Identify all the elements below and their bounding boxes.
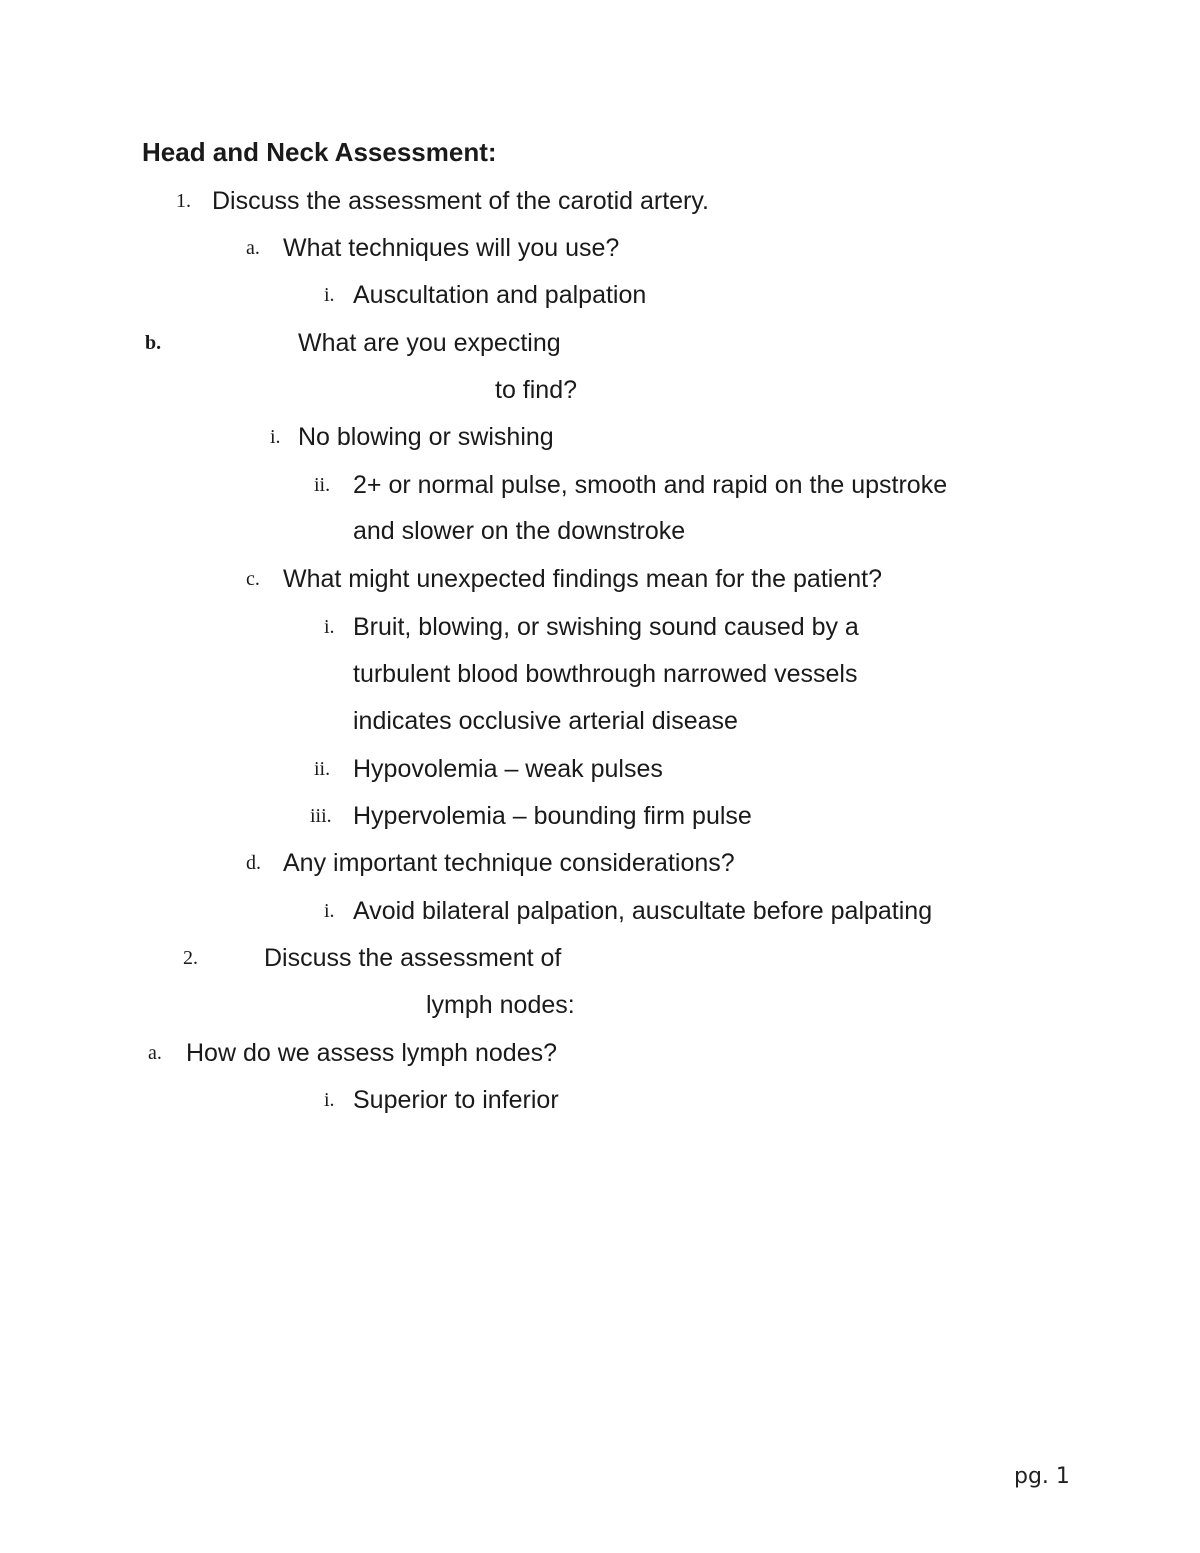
list-marker: iii. [310, 805, 332, 827]
list-item-text-continuation: turbulent blood bowthrough narrowed vessels [353, 660, 858, 688]
list-marker: d. [246, 852, 261, 874]
list-item-text: Avoid bilateral palpation, auscultate before palpating [353, 897, 933, 925]
list-item-text: Bruit, blowing, or swishing sound caused by a [353, 613, 859, 641]
list-marker: i. [324, 616, 335, 638]
list-item-text-continuation: lymph nodes: [426, 991, 575, 1019]
list-item-text: Auscultation and palpation [353, 281, 647, 309]
list-marker: i. [324, 1089, 335, 1111]
list-marker: a. [246, 237, 260, 259]
list-item-text: Any important technique considerations? [283, 849, 735, 877]
list-item-text: 2+ or normal pulse, smooth and rapid on the upstroke [353, 471, 948, 499]
list-item-text: Discuss the assessment of the carotid artery. [212, 187, 709, 215]
list-marker: c. [246, 568, 260, 590]
list-item-text: How do we assess lymph nodes? [186, 1039, 558, 1067]
list-item-text: No blowing or swishing [298, 423, 554, 451]
list-marker: 2. [183, 947, 198, 969]
document-title: Head and Neck Assessment: [142, 137, 497, 167]
list-marker: ii. [314, 474, 331, 496]
list-item-text-continuation: and slower on the downstroke [353, 517, 686, 545]
list-item-text: Hypovolemia – weak pulses [353, 755, 663, 783]
page-number: pg. 1 [1014, 1464, 1070, 1489]
list-item-text-continuation: indicates occlusive arterial disease [353, 707, 738, 735]
list-marker: i. [270, 426, 281, 448]
list-marker: ii. [314, 758, 331, 780]
list-item-text: What techniques will you use? [283, 234, 620, 262]
list-marker: i. [324, 900, 335, 922]
list-item-text-continuation: to find? [495, 376, 578, 404]
list-item-text: Superior to inferior [353, 1086, 559, 1114]
list-marker: i. [324, 284, 335, 306]
list-marker: 1. [176, 190, 191, 212]
list-marker: a. [148, 1042, 162, 1064]
list-item-text: Discuss the assessment of [264, 944, 562, 972]
list-item-text: Hypervolemia – bounding firm pulse [353, 802, 752, 830]
list-marker: b. [145, 332, 162, 354]
list-item-text: What are you expecting [298, 329, 561, 357]
list-item-text: What might unexpected findings mean for the patient? [283, 565, 882, 593]
